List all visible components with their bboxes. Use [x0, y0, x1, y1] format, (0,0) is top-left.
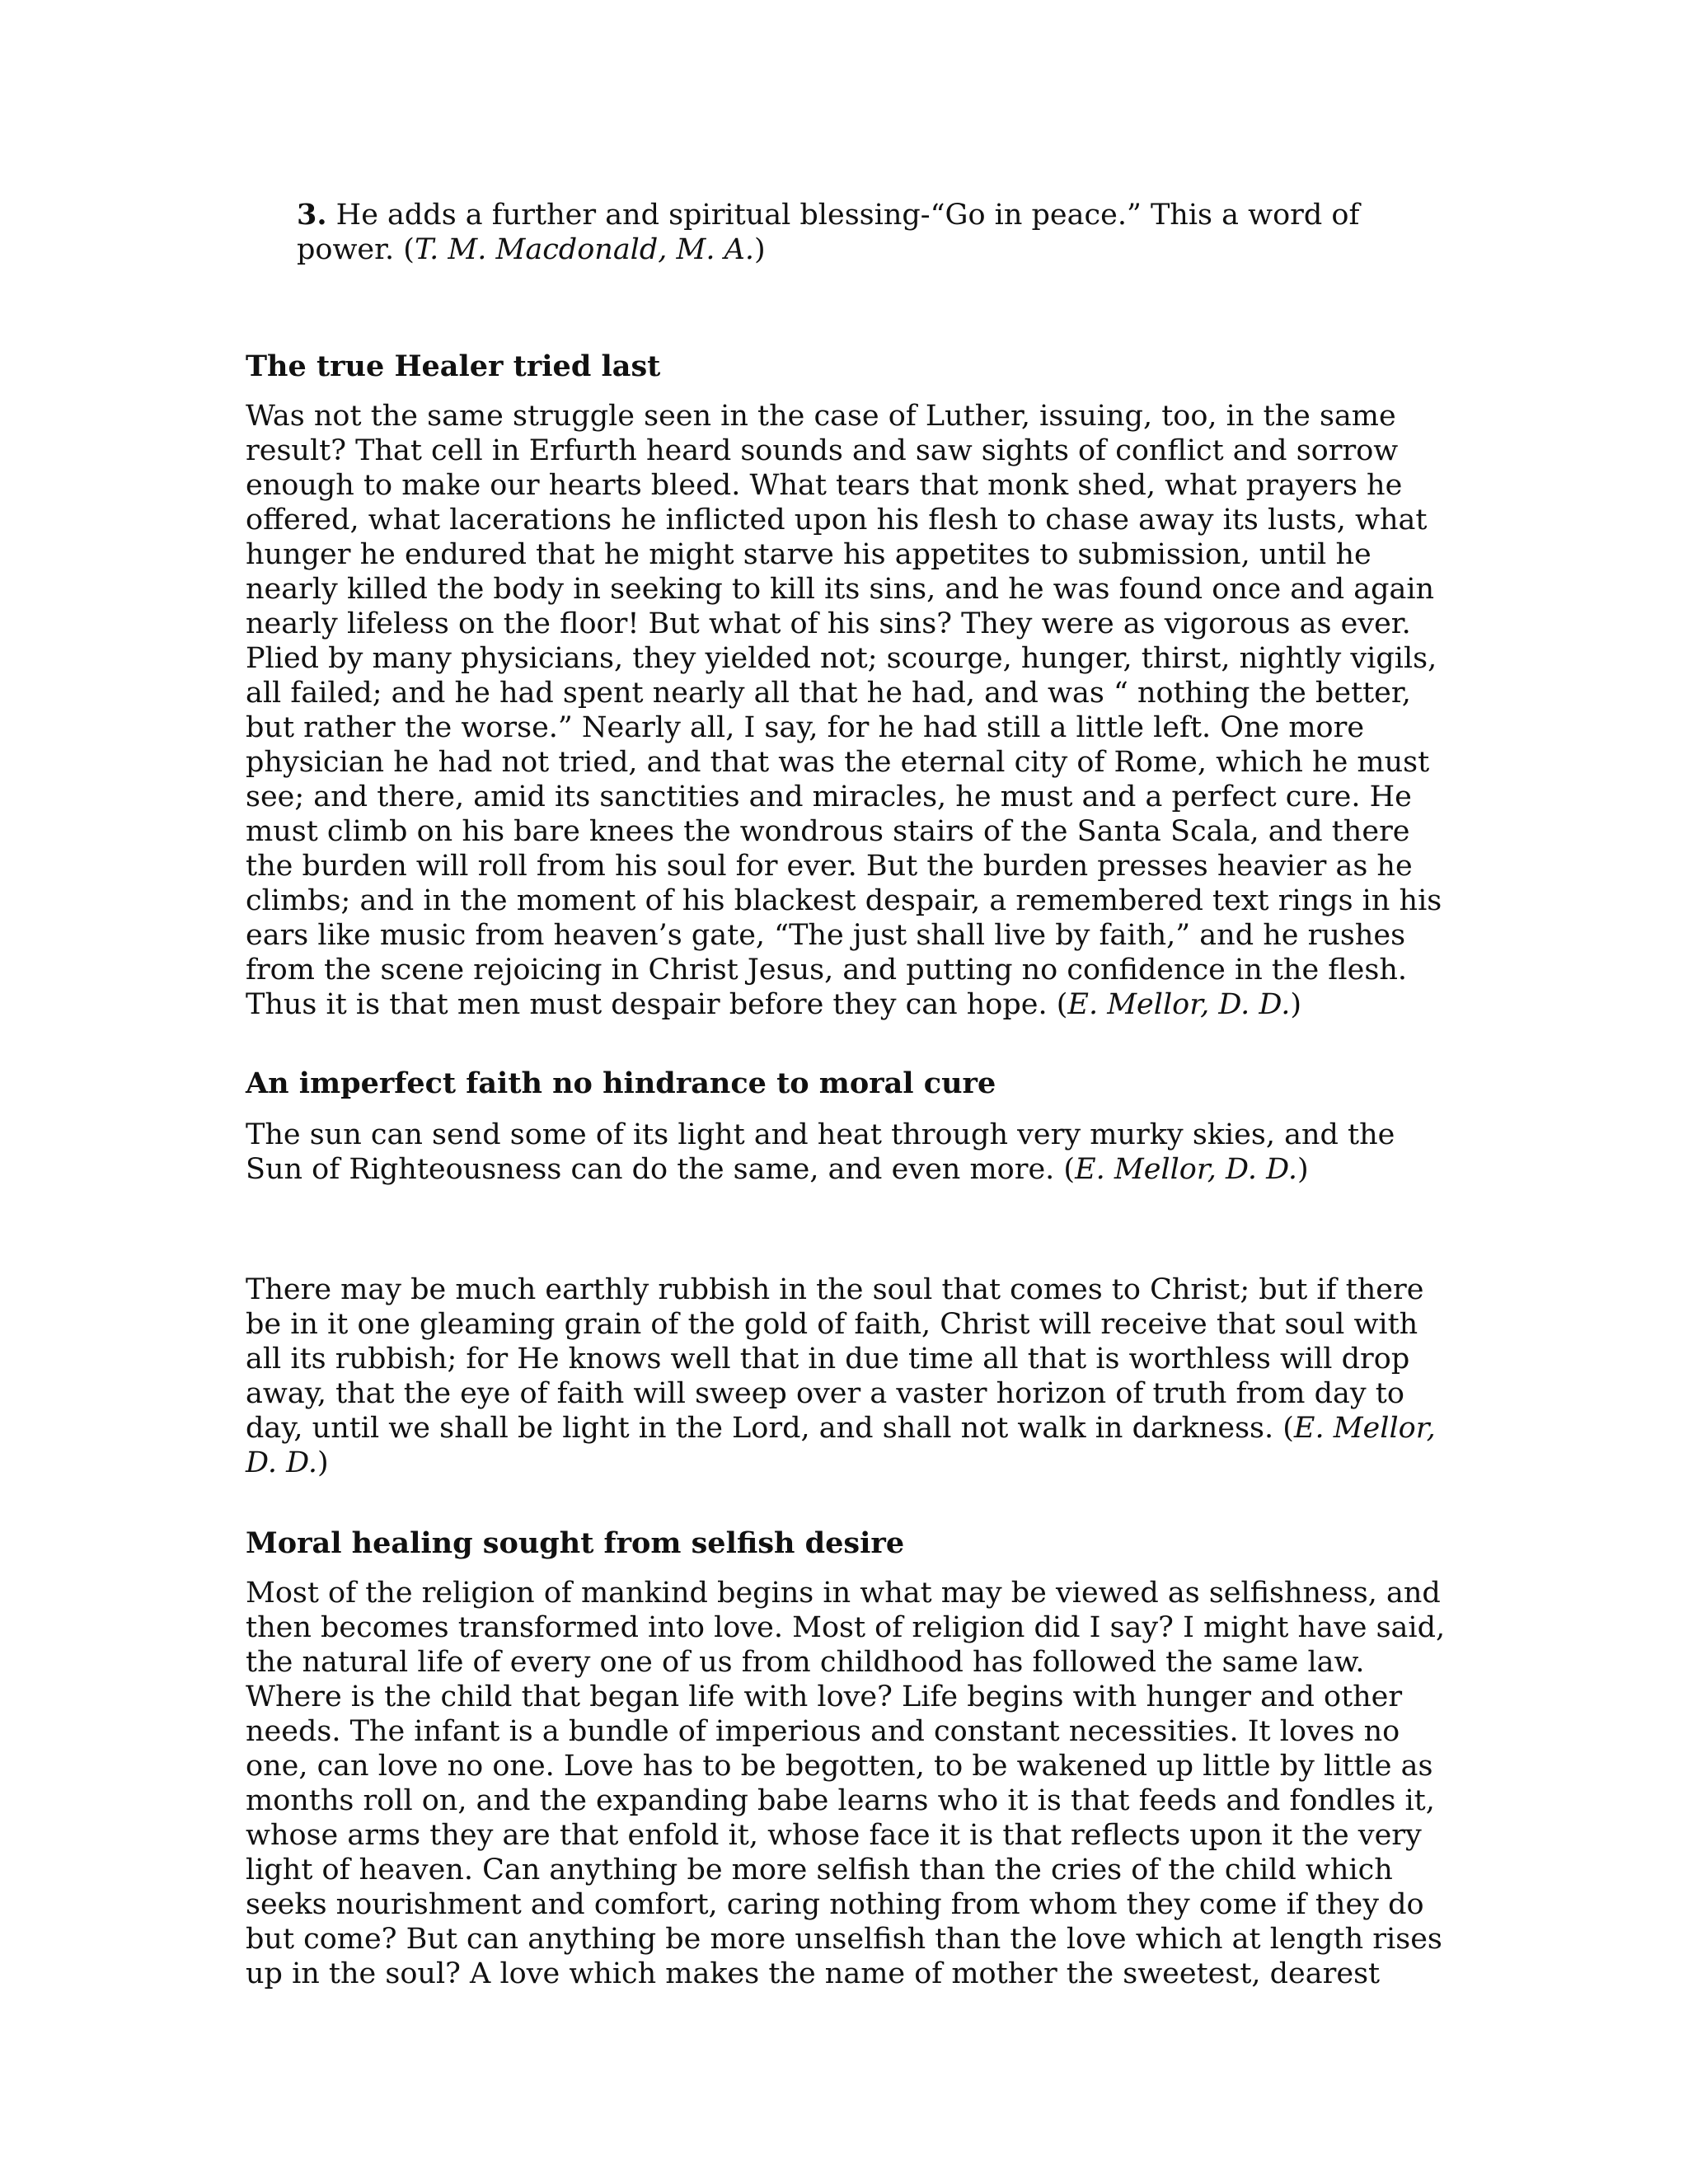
paragraph-close: ): [1290, 988, 1302, 1021]
section-2-paragraph-2: [246, 1272, 1449, 1480]
point-text: He adds a further and spiritual blessing-“Go in peace.” This a word of power. (: [297, 199, 1360, 266]
paragraph-text: The sun can send some of its light and heat through very murky skies, and the Sun of Righteousness can do the same, and even more. (: [246, 1118, 1395, 1186]
section-heading-imperfect-faith: An imperfect faith no hindrance to moral cure: [246, 1066, 996, 1100]
paragraph-author: E. Mellor, D. D.: [246, 1412, 1436, 1479]
section-2-paragraph-1: [246, 1118, 1449, 1187]
paragraph-author: E. Mellor, D. D.: [1075, 1153, 1298, 1186]
paragraph-text: Most of the religion of mankind begins in what may be viewed as selfishness, and then becomes transformed into love. Most of religion did I say? I might have said, the natural life of every one of us from childhood has followed the same law. Where is the child that began life with love? Life begins with hunger and other needs. The infant is a bundle of imperious and constant necessities. It loves no one, can love no one. Love has to be begotten, to be wakened up little by little as months roll on, and the expanding babe learns who it is that feeds and fondles it, whose arms they are that enfold it, whose face it is that reflects upon it the very light of heaven. Can anything be more selfish than the cries of the child which seeks nourishment and comfort, caring nothing from whom they come if they do but come? But can anything be more unselfish than the love which at length rises up in the soul? A love which makes the name of mother the sweetest, dearest: [246, 1577, 1446, 1990]
paragraph-text: There may be much earthly rubbish in the soul that comes to Christ; but if there be in it one gleaming grain of the gold of faith, Christ will receive that soul with all its rubbish; for He knows well that in due time all that is worthless will drop away, that the eye of faith will sweep over a vaster horizon of truth from day to day, until we shall be light in the Lord, and shall not walk in darkness. (: [246, 1273, 1424, 1445]
point-author: T. M. Macdonald, M. A.: [414, 233, 755, 266]
point-number: 3.: [297, 198, 327, 232]
point-close: ): [754, 233, 766, 266]
paragraph-close: ): [1297, 1153, 1309, 1186]
section-heading-true-healer: The true Healer tried last: [246, 349, 661, 383]
section-3-paragraph: [246, 1576, 1449, 1991]
section-1-paragraph: [246, 399, 1449, 1022]
section-heading-moral-healing: Moral healing sought from selfish desire: [246, 1526, 905, 1560]
paragraph-close: ): [317, 1446, 329, 1479]
point-3-paragraph: [297, 198, 1451, 267]
paragraph-text: Was not the same struggle seen in the case of Luther, issuing, too, in the same result? That cell in Erfurth heard sounds and saw sights of conflict and sorrow enough to make our hearts bleed. What tears that monk shed, what prayers he offered, what lacerations he inflicted upon his flesh to chase away its lusts, what hunger he endured that he might starve his appetites to submission, until he nearly killed the body in seeking to kill its sins, and he was found once and again nearly lifeless on the floor! But what of his sins? They were as vigorous as ever. Plied by many physicians, they yielded not; scourge, hunger, thirst, nightly vigils, all failed; and he had spent nearly all that he had, and was “ nothing the better, but rather the worse.” Nearly all, I say, for he had still a little left. One more physician he had not tried, and that was the eternal city of Rome, which he must see; and there, amid its sanctities and miracles, he must and a perfect cure. He must climb on his bare knees the wondrous stairs of the Santa Scala, and there the burden will roll from his soul for ever. But the burden presses heavier as he climbs; and in the moment of his blackest despair, a remembered text rings in his ears like music from heaven’s gate, “The just shall live by faith,” and he rushes from the scene rejoicing in Christ Jesus, and putting no confidence in the flesh. Thus it is that men must despair before they can hope. (: [246, 400, 1442, 1021]
paragraph-author: E. Mellor, D. D.: [1067, 988, 1291, 1021]
